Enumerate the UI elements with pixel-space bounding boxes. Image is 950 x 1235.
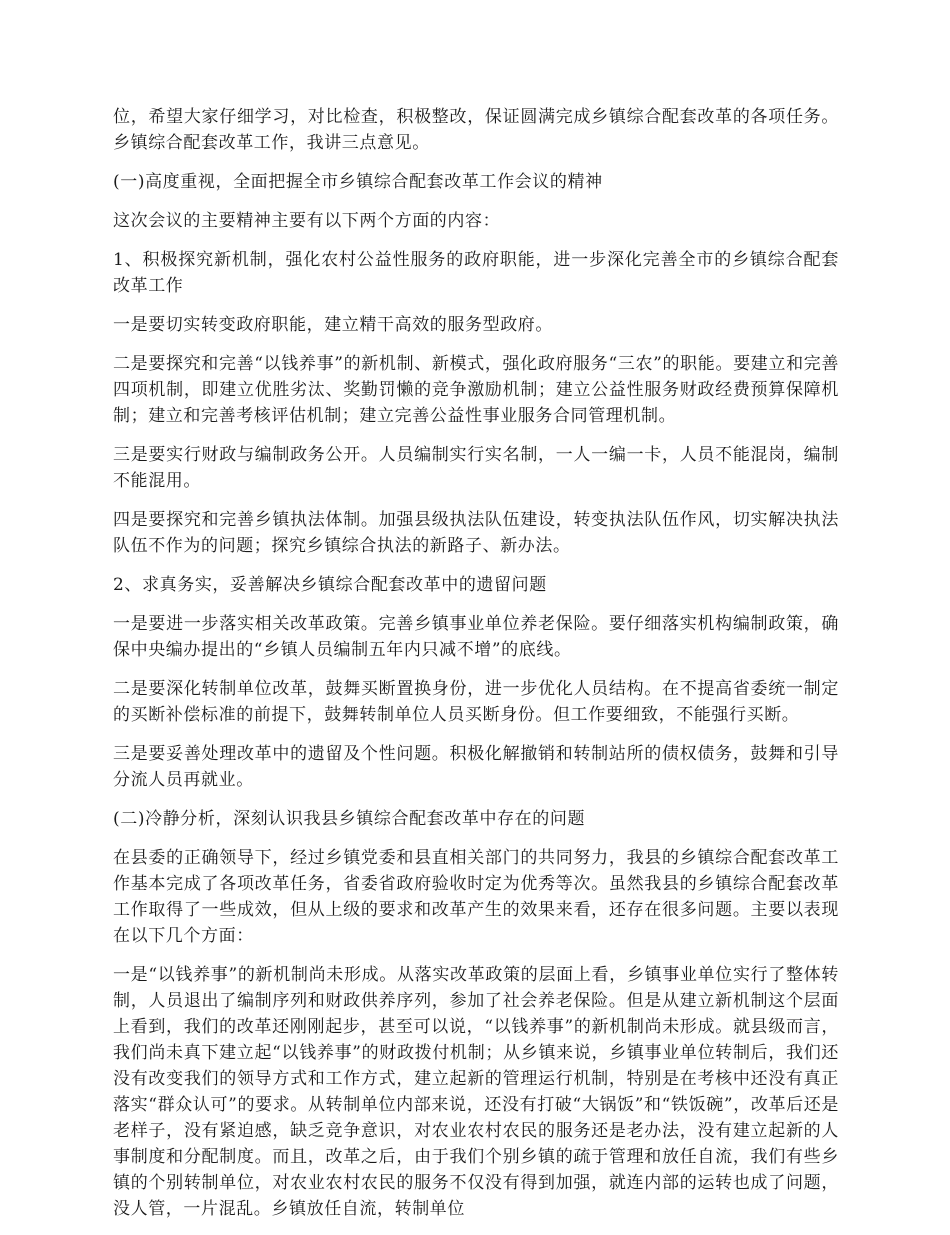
paragraph: 这次会议的主要精神主要有以下两个方面的内容： [113, 211, 501, 231]
document-page [113, 104, 839, 1235]
subsection-heading: 2、求真务实，妥善解决乡镇综合配套改革中的遗留问题 [113, 575, 547, 595]
paragraph: 一是要进一步落实相关改革政策。完善乡镇事业单位养老保险。要仔细落实机构编制政策，确保中央编办提出的“乡镇人员编制五年内只减不增”的底线。 [113, 614, 839, 660]
section-heading: (二)冷静分析，深刻认识我县乡镇综合配套改革中存在的问题 [113, 809, 586, 829]
paragraph: 三是要实行财政与编制政务公开。人员编制实行实名制，一人一编一卡，人员不能混岗，编制不能混用。 [113, 445, 839, 491]
paragraph: 三是要妥善处理改革中的遗留及个性问题。积极化解撤销和转制站所的债权债务，鼓舞和引导分流人员再就业。 [113, 744, 839, 790]
paragraph: 一是要切实转变政府职能，建立精干高效的服务型政府。 [113, 315, 553, 335]
paragraph: 二是要深化转制单位改革，鼓舞买断置换身份，进一步优化人员结构。在不提高省委统一制定的买断补偿标准的前提下，鼓舞转制单位人员买断身份。但工作要细致，不能强行买断。 [113, 679, 839, 725]
subsection-heading: 1、积极探究新机制，强化农村公益性服务的政府职能，进一步深化完善全市的乡镇综合配套改革工作 [113, 250, 839, 296]
section-heading: (一)高度重视，全面把握全市乡镇综合配套改革工作会议的精神 [113, 172, 603, 192]
paragraph: 在县委的正确领导下，经过乡镇党委和县直相关部门的共同努力，我县的乡镇综合配套改革工作基本完成了各项改革任务，省委省政府验收时定为优秀等次。虽然我县的乡镇综合配套改革工作取得了一些成效，但从上级的要求和改革产生的效果来看，还存在很多问题。主要以表现在以下几个方面： [113, 848, 839, 946]
paragraph: 四是要探究和完善乡镇执法体制。加强县级执法队伍建设，转变执法队伍作风，切实解决执法队伍不作为的问题；探究乡镇综合执法的新路子、新办法。 [113, 510, 839, 556]
paragraph: 位，希望大家仔细学习，对比检查，积极整改，保证圆满完成乡镇综合配套改革的各项任务。乡镇综合配套改革工作，我讲三点意见。 [113, 107, 839, 153]
paragraph: 二是要探究和完善“以钱养事”的新机制、新模式，强化政府服务“三农”的职能。要建立和完善四项机制，即建立优胜劣汰、奖勤罚懒的竞争激励机制；建立公益性服务财政经费预算保障机制；建立和完善考核评估机制；建立完善公益性事业服务合同管理机制。 [113, 354, 839, 426]
paragraph: 一是“以钱养事”的新机制尚未形成。从落实改革政策的层面上看，乡镇事业单位实行了整体转制，人员退出了编制序列和财政供养序列，参加了社会养老保险。但是从建立新机制这个层面上看到，我们的改革还刚刚起步，甚至可以说，“以钱养事”的新机制尚未形成。就县级而言，我们尚未真下建立起“以钱养事”的财政拨付机制；从乡镇来说，乡镇事业单位转制后，我们还没有改变我们的领导方式和工作方式，建立起新的管理运行机制，特别是在考核中还没有真正落实“群众认可”的要求。从转制单位内部来说，还没有打破“大锅饭”和“铁饭碗”，改革后还是老样子，没有紧迫感，缺乏竞争意识，对农业农村农民的服务还是老办法，没有建立起新的人事制度和分配制度。而且，改革之后，由于我们个别乡镇的疏于管理和放任自流，我们有些乡镇的个别转制单位，对农业农村农民的服务不仅没有得到加强，就连内部的运转也成了问题，没人管，一片混乱。乡镇放任自流，转制单位 [113, 965, 839, 1219]
